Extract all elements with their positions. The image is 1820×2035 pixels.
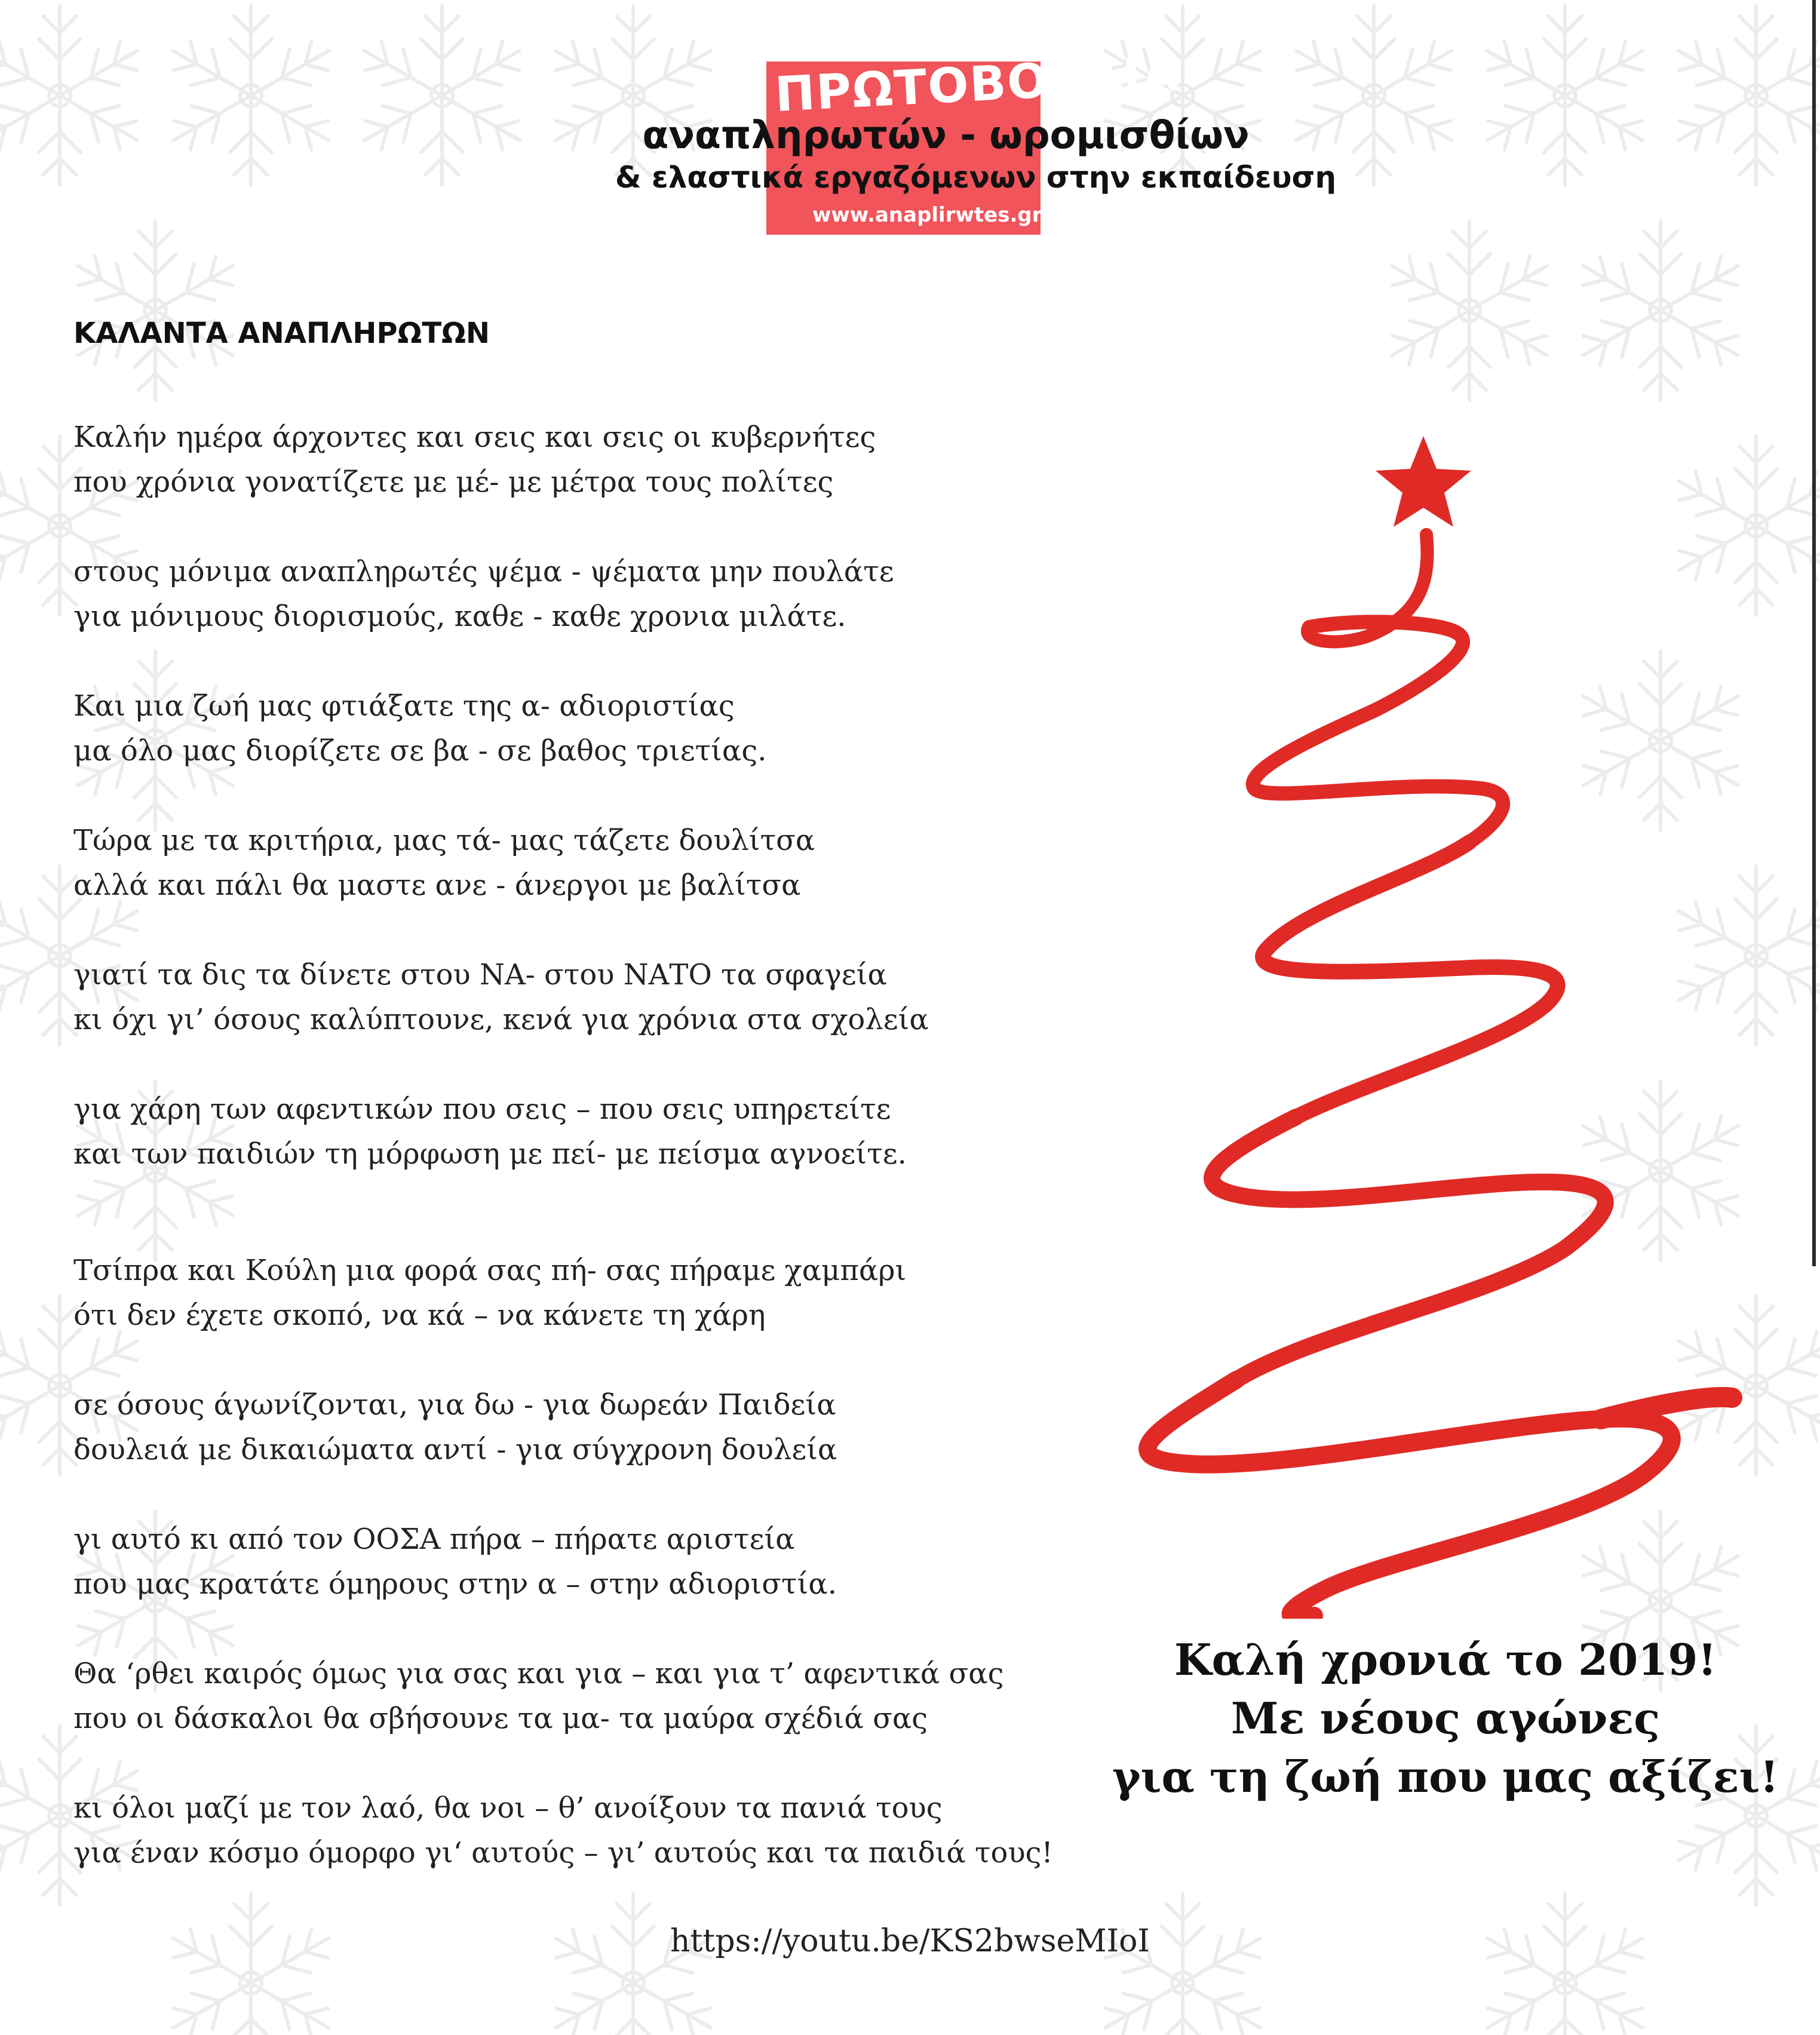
stanza	[73, 1383, 1089, 1472]
poem-line: γιατί τα δις τα δίνετε στου ΝΑ- στου ΝΑΤΟ τα σφαγεία	[73, 958, 887, 992]
stanza	[73, 684, 1089, 774]
greeting-line: Με νέους αγώνες	[1230, 1693, 1661, 1744]
poem-line: στους μόνιμα αναπληρωτές ψέμα - ψέματα μην πουλάτε	[73, 555, 894, 588]
poem-line: Τώρα με τα κριτήρια, μας τά- μας τάζετε δουλίτσα	[73, 824, 815, 857]
stanza	[73, 1517, 1089, 1607]
stanza	[73, 818, 1089, 908]
poem-line: κι όχι γι’ όσους καλύπτουνε, κενά για χρόνια στα σχολεία	[73, 1003, 929, 1036]
poem-line: γι αυτό κι από τον ΟΟΣΑ πήρα – πήρατε αριστεία	[73, 1523, 795, 1556]
poem-line: για χάρη των αφεντικών που σεις – που σεις υπηρετείτε	[73, 1092, 891, 1126]
poem-title: ΚΑΛΑΝΤΑ ΑΝΑΠΛΗΡΩΤΩΝ	[73, 317, 490, 350]
logo-tag: ΠΡΩΤΟΒΟΥΛΙΑ	[774, 45, 1181, 122]
poem-line: δουλειά με δικαιώματα αντί - για σύγχρονη δουλεία	[73, 1433, 837, 1466]
stanza	[73, 415, 1089, 505]
poem-line: και των παιδιών τη μόρφωση με πεί- με πείσμα αγνοείτε.	[73, 1137, 907, 1171]
poem-line: Τσίπρα και Κούλη μια φορά σας πή- σας πήραμε χαμπάρι	[73, 1254, 907, 1287]
stanza	[73, 1248, 1089, 1338]
poem-line: Και μια ζωή μας φτιάξατε της α- αδιοριστίας	[73, 689, 735, 723]
poem-line: αλλά και πάλι θα μαστε ανε - άνεργοι με βαλίτσα	[73, 868, 801, 902]
poem-line: κι όλοι μαζί με τον λαό, θα νοι – θ’ ανοίξουν τα πανιά τους	[73, 1791, 943, 1825]
logo-url[interactable]: www.anaplirwtes.gr	[812, 203, 1042, 227]
stanza	[73, 550, 1089, 639]
stanza	[73, 1652, 1089, 1741]
poem-line: για έναν κόσμο όμορφο γι‘ αυτούς – γι’ αυτούς και τα παιδιά τους!	[73, 1836, 1053, 1870]
logo-line-1: αναπληρωτών - ωρομισθίων	[642, 113, 1250, 158]
poem-line: Θα ‘ρθει καιρός όμως για σας και για – και για τ’ αφεντικά σας	[73, 1657, 1004, 1690]
new-year-greeting	[1075, 1631, 1816, 1806]
ribbon-christmas-tree-icon	[1087, 436, 1762, 1619]
greeting-line: Καλή χρονιά το 2019!	[1174, 1634, 1717, 1685]
header-logo	[0, 0, 1820, 251]
logo-line-2: & ελαστικά εργαζόμενων στην εκπαίδευση	[615, 160, 1337, 195]
poem-line: που μας κρατάτε όμηρους στην α – στην αδιοριστία.	[73, 1567, 837, 1601]
poem-line: Καλήν ημέρα άρχοντες και σεις και σεις οι κυβερνήτες	[73, 420, 876, 454]
stanza	[73, 953, 1089, 1042]
poem-line: που οι δάσκαλοι θα σβήσουνε τα μα- τα μαύρα σχέδιά σας	[73, 1702, 928, 1735]
poem-line: που χρόνια γονατίζετε με μέ- με μέτρα τους πολίτες	[73, 465, 834, 499]
stanza	[73, 1786, 1089, 1876]
poem-line: μα όλο μας διορίζετε σε βα - σε βαθος τριετίας.	[73, 734, 767, 768]
poem-line: ότι δεν έχετε σκοπό, να κά – να κάνετε τη χάρη	[73, 1299, 766, 1332]
poem-line: σε όσους άγωνίζονται, για δω - για δωρεάν Παιδεία	[73, 1388, 836, 1422]
star-icon	[1376, 436, 1471, 527]
stanza	[73, 1087, 1089, 1177]
greeting-line: για τη ζωή που μας αξίζει!	[1112, 1751, 1779, 1802]
poem-line: για μόνιμους διορισμούς, καθε - καθε χρονια μιλάτε.	[73, 600, 846, 633]
youtube-link[interactable]: https://youtu.be/KS2bwseMIoI	[670, 1923, 1150, 1959]
